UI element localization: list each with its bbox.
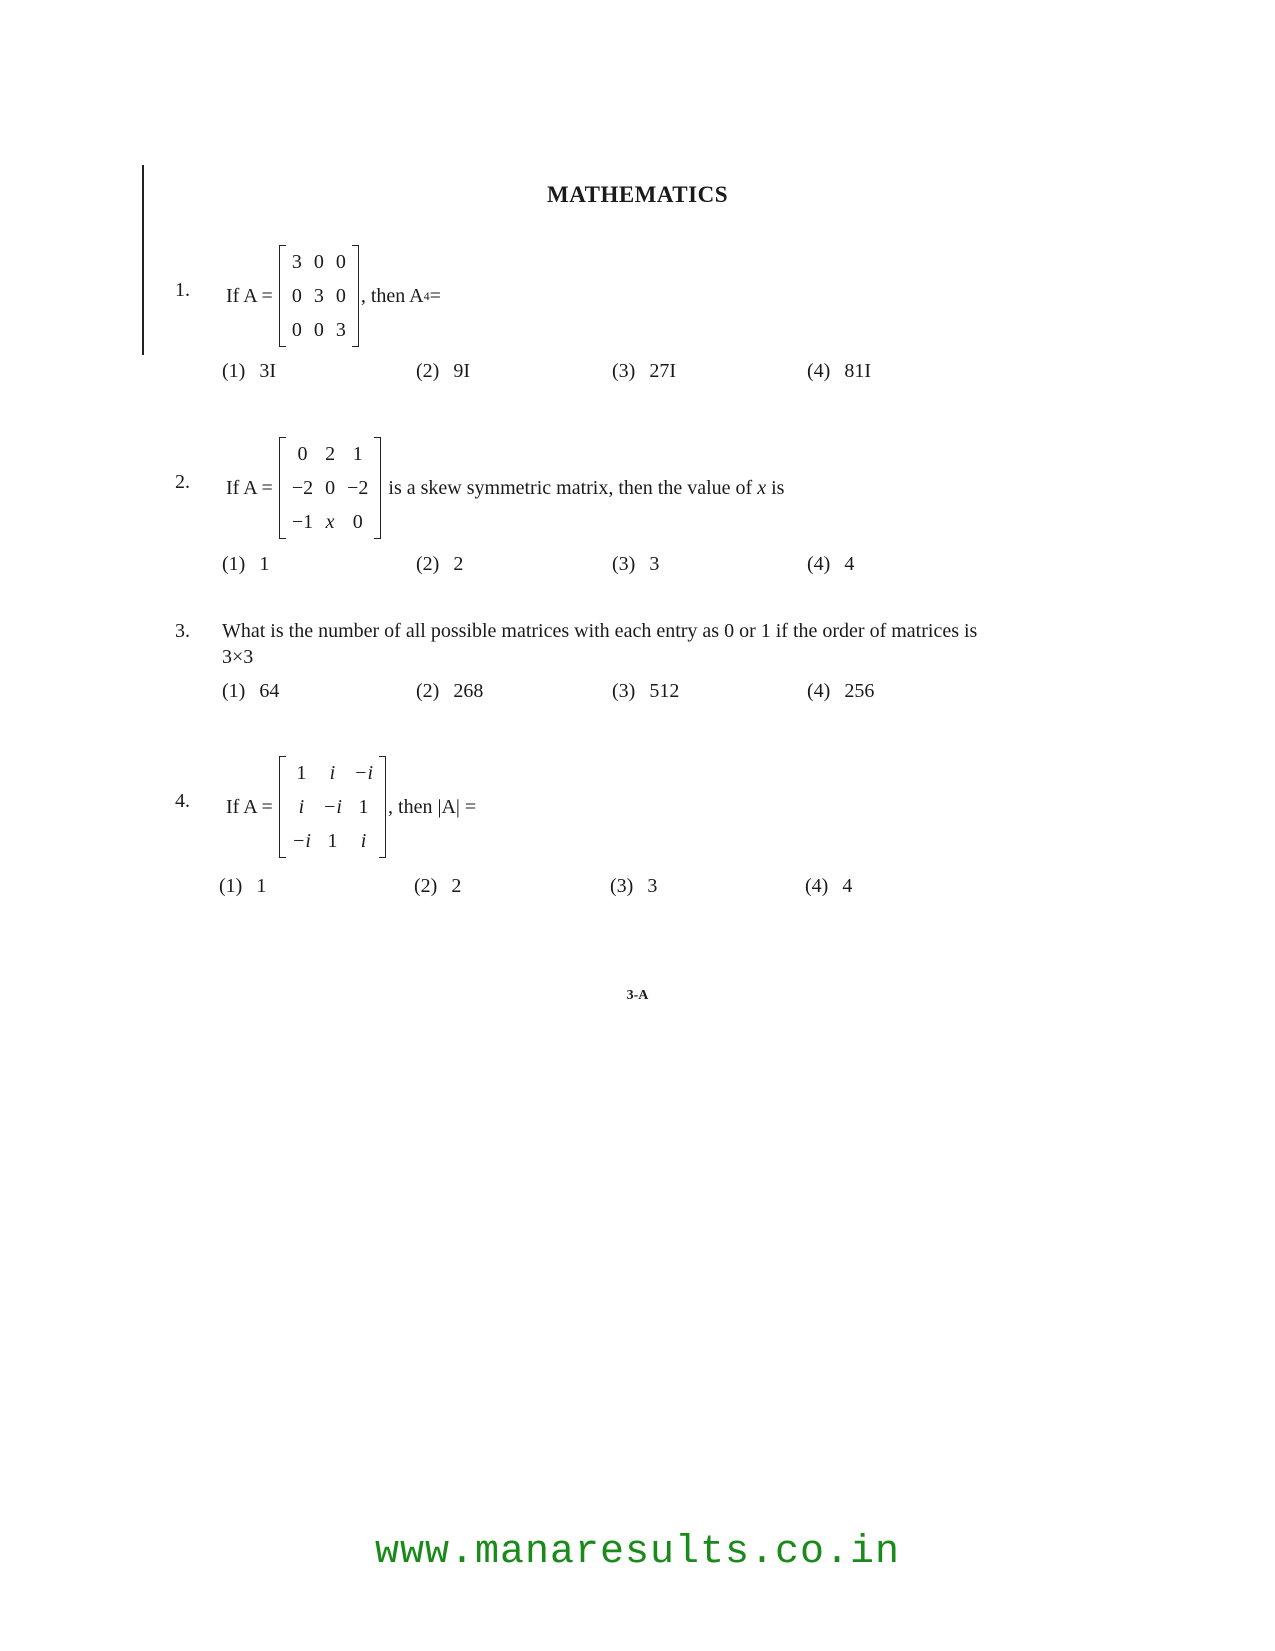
question-tail-suffix: is — [766, 476, 785, 499]
question-text — [226, 756, 476, 858]
option-number: (2) — [416, 553, 440, 575]
option-value: 2 — [453, 553, 464, 575]
matrix-cell: 0 — [291, 318, 302, 341]
option-number: (1) — [222, 553, 246, 575]
question-tail: , then |A| = — [388, 795, 477, 818]
matrix-cell: −i — [322, 795, 342, 818]
option-value: 256 — [844, 680, 875, 702]
option-value: 1 — [256, 875, 267, 897]
option-value: 64 — [259, 680, 280, 702]
option-value: 3I — [259, 360, 276, 382]
question-text-line: What is the number of all possible matrices with each entry as 0 or 1 if the order of matrices is — [222, 620, 978, 642]
matrix-cell: −2 — [347, 476, 369, 499]
option[interactable] — [416, 553, 463, 576]
matrix-cell: x — [325, 510, 335, 533]
matrix-cell: 1 — [327, 829, 338, 852]
option[interactable] — [610, 875, 657, 898]
option[interactable] — [416, 360, 470, 383]
matrix-cell: i — [329, 761, 336, 784]
page-title: MATHEMATICS — [547, 182, 728, 207]
matrix-cell: −2 — [291, 476, 314, 499]
option[interactable] — [222, 680, 279, 703]
option-number: (3) — [610, 875, 634, 897]
matrix — [279, 756, 386, 858]
matrix-cell: 1 — [296, 761, 307, 784]
option[interactable] — [219, 875, 266, 898]
matrix-cell: 0 — [325, 476, 336, 499]
variable: x — [757, 476, 767, 499]
question-tail: is a skew symmetric matrix, then the value of — [383, 476, 758, 499]
matrix-cell: −i — [291, 829, 311, 852]
question-number: 2. — [175, 471, 190, 493]
question-tail-suffix: = — [429, 284, 441, 307]
option[interactable] — [416, 680, 483, 703]
question-tail: , then A — [360, 284, 424, 307]
option-value: 4 — [844, 553, 855, 575]
question-number: 4. — [175, 790, 190, 812]
option[interactable] — [807, 680, 874, 703]
option-number: (2) — [414, 875, 438, 897]
option-value: 1 — [259, 553, 270, 575]
matrix-cell: 2 — [325, 442, 336, 465]
option[interactable] — [805, 875, 852, 898]
matrix-cell: 0 — [313, 318, 324, 341]
option[interactable] — [612, 553, 659, 576]
option-number: (4) — [807, 680, 831, 702]
option-number: (1) — [219, 875, 243, 897]
matrix-cell: 1 — [358, 795, 369, 818]
option-number: (1) — [222, 680, 246, 702]
exponent: 4 — [423, 288, 430, 303]
option-value: 9I — [453, 360, 470, 382]
matrix-cell: i — [360, 829, 367, 852]
matrix-cell: 3 — [291, 250, 302, 273]
option-value: 27I — [649, 360, 676, 382]
matrix — [279, 437, 382, 539]
option-value: 4 — [842, 875, 853, 897]
matrix-cell: 0 — [335, 250, 346, 273]
question-lead: If A = — [226, 795, 273, 818]
matrix-cell: i — [298, 795, 305, 818]
matrix-cell: 0 — [291, 284, 302, 307]
question-number: 3. — [175, 620, 190, 642]
matrix-cell: −i — [353, 761, 374, 784]
matrix-cell: 3 — [313, 284, 324, 307]
option-value: 3 — [647, 875, 658, 897]
matrix-cell: 0 — [297, 442, 308, 465]
option-number: (3) — [612, 553, 636, 575]
option[interactable] — [222, 360, 276, 383]
question-text — [226, 245, 441, 347]
website-watermark[interactable]: www.manaresults.co.in — [374, 1530, 901, 1575]
option-value: 2 — [451, 875, 462, 897]
question-lead: If A = — [226, 284, 273, 307]
option-number: (3) — [612, 360, 636, 382]
matrix-cell: −1 — [291, 510, 314, 533]
option-number: (4) — [807, 553, 831, 575]
matrix-cell: 3 — [335, 318, 346, 341]
option[interactable] — [807, 360, 871, 383]
option-number: (2) — [416, 680, 440, 702]
option[interactable] — [807, 553, 854, 576]
matrix-cell: 0 — [313, 250, 324, 273]
option-number: (1) — [222, 360, 246, 382]
option-value: 3 — [649, 553, 660, 575]
option-value: 512 — [649, 680, 680, 702]
option-number: (4) — [805, 875, 829, 897]
question-lead: If A = — [226, 476, 273, 499]
question-text — [226, 437, 784, 539]
option[interactable] — [612, 360, 676, 383]
question-text-line: 3×3 — [222, 646, 254, 668]
option[interactable] — [414, 875, 461, 898]
option-number: (4) — [807, 360, 831, 382]
matrix-cell: 0 — [335, 284, 346, 307]
option[interactable] — [222, 553, 269, 576]
option-value: 268 — [453, 680, 484, 702]
page-code: 3-A — [626, 988, 649, 1003]
matrix-cell: 1 — [352, 442, 363, 465]
question-number: 1. — [175, 279, 190, 301]
option-number: (2) — [416, 360, 440, 382]
matrix-cell: 0 — [352, 510, 363, 533]
matrix — [279, 245, 359, 347]
option-number: (3) — [612, 680, 636, 702]
option[interactable] — [612, 680, 679, 703]
option-value: 81I — [844, 360, 871, 382]
